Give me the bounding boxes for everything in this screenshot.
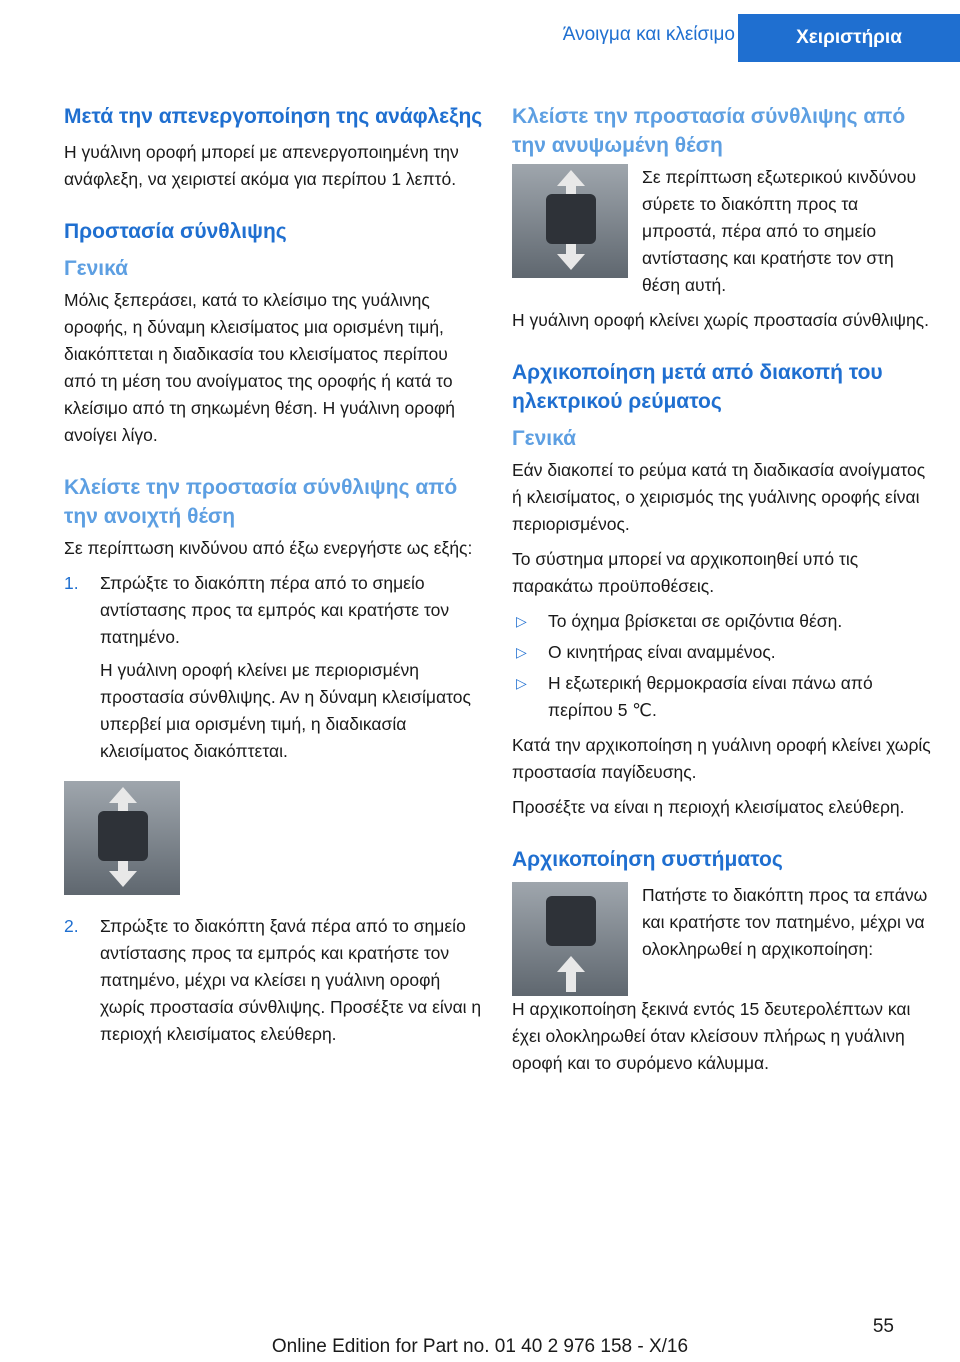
- step-text: Η γυάλινη οροφή κλείνει με περιορισμένη προστασία σύνθλιψης. Αν η δύναμη κλεισίματος υπερβεί μια ορισμένη τιμή, η διαδικασία κλεισίματος διακόπτεται.: [100, 660, 471, 761]
- text-init: Κατά την αρχικοποίηση η γυάλινη οροφή κλείνει χωρίς προστασία παγίδευσης.: [512, 735, 931, 782]
- arrow-shaft: [566, 972, 576, 992]
- heading-raised-position: Κλείστε την προστασία σύνθλιψης από την ανυψωμένη θέση: [512, 105, 906, 157]
- text-raised-2: Η γυάλινη οροφή κλείνει χωρίς προστασία σύνθλιψης.: [512, 310, 929, 330]
- page-number: 55: [872, 1316, 894, 1337]
- arrow-down-icon: [109, 871, 137, 887]
- init-block: [512, 882, 932, 996]
- page-header: [0, 0, 960, 62]
- text-system: Το σύστημα μπορεί να αρχικοποιηθεί υπό τις παρακάτω προϋποθέσεις.: [512, 549, 859, 596]
- roof-switch: [98, 811, 148, 861]
- triangle-bullet-icon: ▷: [516, 613, 527, 629]
- switch-image: [512, 882, 628, 996]
- arrow-up-icon: [109, 787, 137, 803]
- steps-list: [64, 570, 484, 1048]
- text-free: Προσέξτε να είναι η περιοχή κλεισίματος ελεύθερη.: [512, 797, 905, 817]
- right-column: [512, 102, 932, 1101]
- list-item: [512, 670, 932, 724]
- arrow-down-icon: [557, 254, 585, 270]
- step-text: Σπρώξτε το διακόπτη πέρα από το σημείο αντίστασης προς τα εμπρός και κρατήστε τον πατημένο.: [100, 573, 450, 647]
- text-raised: Σε περίπτωση εξωτερικού κινδύνου σύρετε το διακόπτη προς τα μπροστά, πέρα από το σημείο αντίστασης και κρατήστε τον στη θέση αυτή.: [642, 167, 917, 295]
- text-open-position: Σε περίπτωση κινδύνου από έξω ενεργήστε ως εξής:: [64, 538, 473, 558]
- text-general: Εάν διακοπεί το ρεύμα κατά τη διαδικασία ανοίγματος ή κλεισίματος, ο χειρισμός της γυάλινης οροφής είναι περιορισμένος.: [512, 460, 926, 534]
- step-number: 1.: [64, 573, 79, 593]
- switch-image: [64, 781, 180, 895]
- list-item: [64, 913, 484, 1048]
- heading-init-power: Αρχικοποίηση μετά από διακοπή του ηλεκτρικού ρεύματος: [512, 361, 883, 413]
- heading-pinch-protection: Προστασία σύνθλιψης: [64, 220, 287, 243]
- switch-image: [512, 164, 628, 278]
- chapter-tab: Χειριστήρια: [738, 14, 960, 62]
- heading-general: Γενικά: [512, 427, 577, 450]
- left-column: [64, 102, 484, 1062]
- arrow-up-icon: [557, 956, 585, 972]
- roof-switch: [546, 194, 596, 244]
- step-number: 2.: [64, 916, 79, 936]
- bullet-text: Ο κινητήρας είναι αναμμένος.: [548, 642, 776, 662]
- roof-switch: [546, 896, 596, 946]
- list-item: [64, 570, 484, 765]
- raised-block: [512, 164, 932, 299]
- step-text: Σπρώξτε το διακόπτη ξανά πέρα από το σημείο αντίστασης προς τα εμπρός και κρατήστε τον πατημένο, μέχρι να κλείσει η γυάλινη οροφή χωρίς προστασία σύνθλιψης. Προσέξτε να είναι η περιοχή κλεισίματος ελεύθερη.: [100, 916, 482, 1044]
- triangle-bullet-icon: ▷: [516, 644, 527, 660]
- heading-init-system: Αρχικοποίηση συστήματος: [512, 848, 783, 871]
- conditions-list: [512, 608, 932, 724]
- section-title: Άνοιγμα και κλείσιμο: [562, 24, 735, 45]
- heading-general: Γενικά: [64, 257, 129, 280]
- text-press: Πατήστε το διακόπτη προς τα επάνω και κρατήστε τον πατημένο, μέχρι να ολοκληρωθεί η αρχικοποίηση:: [642, 885, 928, 959]
- list-item: [512, 608, 932, 635]
- page-footer: [0, 1316, 960, 1356]
- triangle-bullet-icon: ▷: [516, 675, 527, 691]
- arrow-up-icon: [557, 170, 585, 186]
- text-after-ignition: Η γυάλινη οροφή μπορεί με απενεργοποιημένη την ανάφλεξη, να χειριστεί ακόμα για περίπου 1 λεπτό.: [64, 142, 459, 189]
- text-general: Μόλις ξεπεράσει, κατά το κλείσιμο της γυάλινης οροφής, η δύναμη κλεισίματος μια ορισμένη τιμή, διακόπτεται η διαδικασία του κλεισίματος περίπου από τη μέση του ανοίγματος της οροφής ή κατά το κλείσιμο από τη σηκωμένη θέση. Η γυάλινη οροφή ανοίγει λίγο.: [64, 290, 456, 445]
- heading-after-ignition: Μετά την απενεργοποίηση της ανάφλεξης: [64, 105, 483, 128]
- bullet-text: Το όχημα βρίσκεται σε οριζόντια θέση.: [548, 611, 843, 631]
- heading-open-position: Κλείστε την προστασία σύνθλιψης από την ανοιχτή θέση: [64, 476, 458, 528]
- list-item: [512, 639, 932, 666]
- text-starts: Η αρχικοποίηση ξεκινά εντός 15 δευτερολέπτων και έχει ολοκληρωθεί όταν κλείσουν πλήρως η γυάλινη οροφή και το συρόμενο κάλυμμα.: [512, 999, 911, 1073]
- bullet-text: Η εξωτερική θερμοκρασία είναι πάνω από περίπου 5 ℃.: [548, 673, 873, 720]
- edition-text: Online Edition for Part no. 01 40 2 976 158 - X/16: [271, 1336, 689, 1357]
